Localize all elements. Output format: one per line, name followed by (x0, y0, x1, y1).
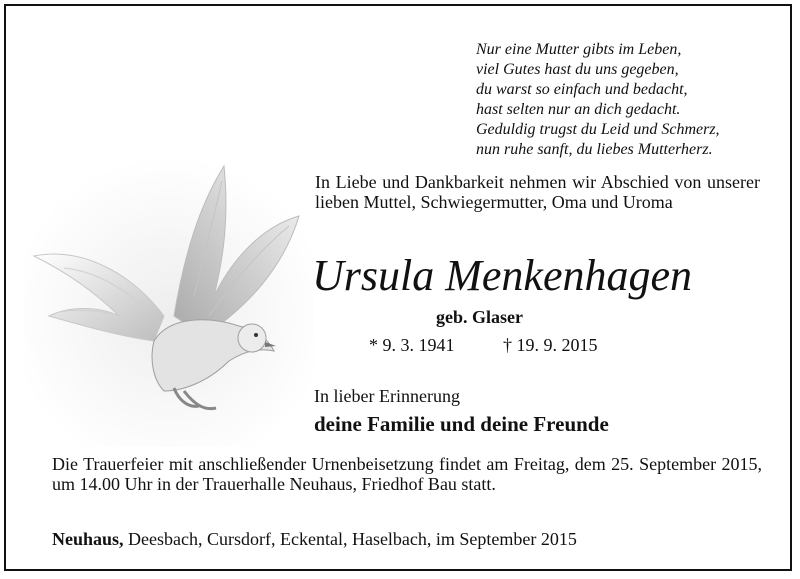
deceased-name: Ursula Menkenhagen (312, 251, 693, 300)
poem-line: hast selten nur an dich gedacht. (476, 101, 681, 118)
other-places: Deesbach, Cursdorf, Eckental, Haselbach, im September 2015 (123, 529, 577, 549)
mourners: deine Familie und deine Freunde (314, 412, 609, 436)
poem-line: du warst so einfach und bedacht, (476, 81, 688, 98)
poem-line: viel Gutes hast du uns gegeben, (476, 61, 679, 78)
birth-date: * 9. 3. 1941 (369, 335, 455, 355)
main-place: Neuhaus, (52, 529, 124, 549)
obituary-frame (4, 4, 792, 571)
poem-line: Geduldig trugst du Leid und Schmerz, (476, 121, 720, 138)
life-dates (369, 333, 598, 357)
places-line (52, 528, 577, 550)
funeral-notice: Die Trauerfeier mit anschließender Urnenbeisetzung findet am Freitag, dem 25. September 2015, um 14.00 Uhr in der Trauerhalle Neuhaus, Friedhof Bau statt. (52, 454, 762, 494)
maiden-name: geb. Glaser (436, 307, 523, 327)
poem (476, 40, 796, 160)
poem-line: nun ruhe sanft, du liebes Mutterherz. (476, 141, 713, 158)
memory-line: In lieber Erinnerung (314, 386, 460, 406)
death-date: † 19. 9. 2015 (503, 335, 598, 355)
white-dove-image (24, 156, 314, 446)
intro-text: In Liebe und Dankbarkeit nehmen wir Abschied von unserer lieben Muttel, Schwiegermutter, Oma und Uroma (315, 172, 760, 212)
poem-line: Nur eine Mutter gibts im Leben, (476, 41, 682, 58)
